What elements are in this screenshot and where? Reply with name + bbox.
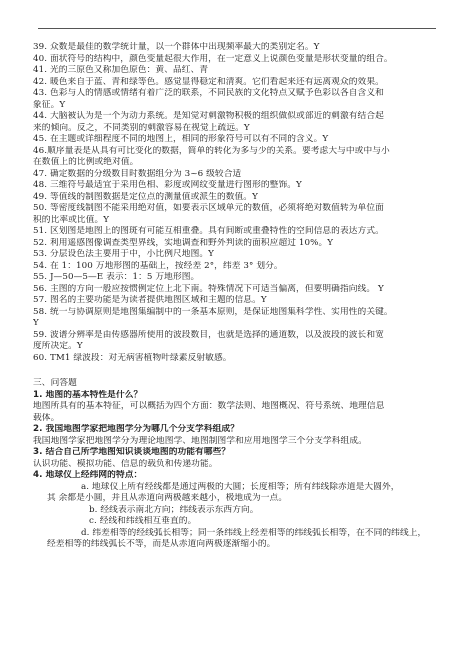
tf-line: 象征。Y: [33, 99, 66, 110]
tf-line: 56. 主图的方向一般应按惯例定位上北下南。特殊情况下可适当偏离，但要明确指向线。 Y: [33, 283, 384, 294]
tf-line: 49. 等值线的制图数据是定位点的测量值或派生的数值。Y: [33, 191, 258, 202]
q4-item-line: b. 经线表示南北方向；纬线表示东西方向。: [89, 504, 259, 515]
tf-line: 46.顺序量表是从具有可比变化的数据，简单的转化为多与少的关系。要考虑大与中或中与小: [33, 145, 390, 156]
answer-line: 载体。: [33, 412, 60, 423]
true-false-list: [33, 42, 442, 364]
tf-line: 42. 暖色来自于蓝、青和绿等色。感觉显得稳定和清爽。它们看起来还有远离观众的效果。: [33, 76, 384, 87]
tf-line: 41. 光的三原色又称加色原色：黄、品红、青: [33, 65, 209, 75]
tf-line: 48. 三维符号最适宜于采用色相、彩度或网纹变量进行图形的整饰。Y: [33, 180, 302, 190]
q4-item-line: d. 纬差相等的经线弧长相等；同一条纬线上经差相等的纬线弧长相等，在不同的纬线上，: [81, 527, 427, 538]
q4-item-line: c. 经线和纬线相互垂直的。: [89, 516, 197, 526]
tf-line: 来的倾向。反之，不同类别的刺激容易在视觉上疏远。Y: [33, 122, 250, 133]
q4-item-line: a. 地球仪上所有经线都是通过两极的大圆；长度相等；所有纬线除赤道是大圆外，: [81, 481, 400, 492]
tf-line: 45. 在主题或详细程度不同的地图上，相同的形象符号可以有不同的含义。Y: [33, 134, 329, 144]
tf-line: 54. 在 1：100 万地形图的基础上，按经差 2°，纬差 3° 划分。: [33, 260, 283, 271]
tf-line: 度所决定。Y: [33, 341, 83, 351]
q4-item-line: 其 余都是小圆，并且从赤道向两极越来越小，极地成为一点。: [47, 493, 288, 503]
tf-line: 44. 大脑被认为是一个为动力系统。是知觉对刺激物积极的组织做似或部近的刺激有结合起: [33, 111, 384, 121]
tf-line: 40. 面状符号的结构中，颜色变量起很大作用，在一定意义上说颜色变量是形状变量的组合。: [33, 53, 393, 64]
tf-line: 52. 利用遥感图像调查类型界线，实地调查和野外判读的面积应超过 10%。Y: [33, 237, 334, 248]
tf-line: 43. 色彩与人的情感或情绪有着广泛的联系，不同民族的文化特点又赋予色彩以各自含义和: [33, 88, 384, 98]
q4-item-line: 经差相等的纬线弧长不等，而是从赤道向两极逐渐缩小的。: [47, 539, 276, 549]
tf-line: 积的比率或比值。Y: [33, 214, 110, 225]
tf-line: 55. J—50—5—E 表示：1：5 万地形图。: [33, 272, 200, 282]
section-title: 三、问答题: [33, 378, 77, 388]
tf-line: 53. 分层设色法主要用于中，小比例尺地图。Y: [33, 249, 214, 259]
answer-line: 地图所具有的基本特征，可以概括为四个方面：数学法则、地图概况、符号系统、地理信息: [33, 401, 385, 411]
question-heading: 1. 地图的基本特性是什么？: [33, 389, 143, 400]
tf-line: 39. 众数是最佳的数学统计量，以一个群体中出现频率最大的类别定名。Y: [33, 42, 320, 52]
tf-line: 51. 区划图是地图上的图斑有可能互相重叠。具有间断或重叠特性的空间信息的表达方式。: [33, 226, 384, 236]
q4-items: [33, 482, 442, 551]
tf-line: 58. 统一与协调原则是地图集编制中的一条基本原则，是保证地图集科学性、实用性的关键。: [33, 306, 393, 317]
answer-line: 我国地图学家把地图学分为理论地图学、地图制图学和应用地图学三个分支学科组成。: [33, 435, 367, 446]
tf-line: 57. 图名的主要功能是为读者提供地图区域和主题的信息。Y: [33, 295, 267, 305]
tf-line: 50. 等密度线制图不能采用绝对值，如要表示区域单元的数值，必须将绝对数值转为单位面: [33, 203, 384, 213]
tf-line: 60. TM1 绿波段：对无病害植物叶绿素反射敏感。: [33, 352, 232, 363]
tf-line: 59. 波谱分辨率是由传感器所使用的波段数目，也就是选择的通道数，以及波段的波长和宽: [33, 329, 384, 340]
qa-list: [33, 390, 442, 482]
tf-line: Y: [33, 318, 39, 328]
answer-line: 认识功能、模拟功能、信息的载负和传递功能。: [33, 458, 218, 469]
document-body: [33, 42, 442, 551]
question-heading: 4. 地球仪上经纬网的特点：: [33, 470, 143, 480]
question-heading: 2. 我国地图学家把地图学分为哪几个分支学科组成？: [33, 424, 239, 434]
tf-line: 47. 确定数据的分级数目时数据组分为 3~6 级较合适: [33, 168, 242, 179]
question-heading: 3. 结合自己所学地图知识谈谈地图的功能有哪些？: [33, 447, 231, 457]
tf-line: 在数值上的比例或绝对值。: [33, 157, 139, 167]
header-rule: [38, 28, 436, 29]
